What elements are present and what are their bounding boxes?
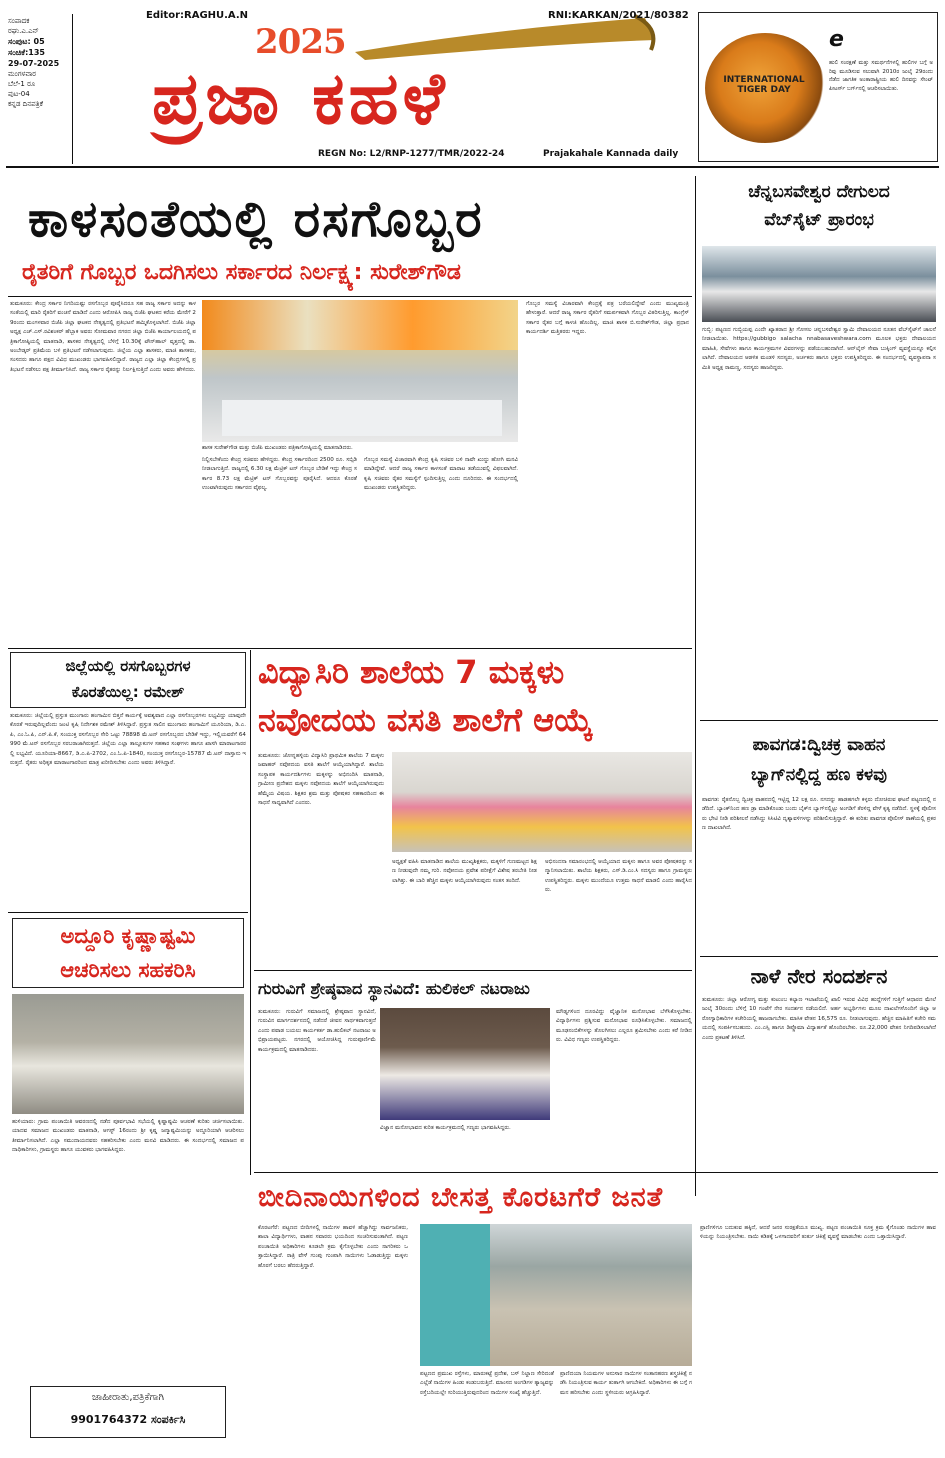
pavagada-headline-1: ಪಾವಗಡ:ದ್ವಿಚಕ್ರ ವಾಹನ bbox=[752, 735, 886, 755]
lead-column-2: ನಿಲ್ಲಿಸಬೇಕೆಂದು ಕೇಂದ್ರ ಸಚಿವರು ಹೇಳಿದ್ದರು. ಕೇಂದ್ರ ಸರ್ಕಾರದಿಂದ 2500 ರೂ. ಸಬ್ಸಿಡಿ ನೀಡಲಾಗುತ್ತಿದೆ. ರಾಜ್ಯದಲ್ಲಿ 6.30 ಲಕ್ಷ ಮೆಟ್ರಿಕ್ ಟನ್ ಗೊಬ್ಬರ ಬೇಡಿಕೆ ಇದ್ದು ಕೇಂದ್ರ ಸರ್ಕಾರ 8.73 ಲಕ್ಷ ಮೆಟ್ರಿಕ್ ಟನ್ ಗೊಬ್ಬರವನ್ನು ಪೂರೈಸಿದೆ. ಆದರೂ ಕೊರತೆ ಉಂಟಾಗಿರುವುದು ಸರ್ಕಾರದ ವೈಫಲ್ಯ. bbox=[202, 457, 357, 492]
beedi-column-1: ಕೊರಟಗೆರೆ: ಪಟ್ಟಣದ ಬೀದಿಗಳಲ್ಲಿ ನಾಯಿಗಳ ಹಾವಳಿ ಹೆಚ್ಚಾಗಿದ್ದು ಸಾರ್ವಜನಿಕರು, ಶಾಲಾ ವಿದ್ಯಾರ್ಥಿಗಳು, ವಾಹನ ಸವಾರರು ಭಯದಿಂದ ಸಂಚರಿಸುವಂತಾಗಿದೆ. ಪಟ್ಟಣ ಪಂಚಾಯಿತಿ ಅಧಿಕಾರಿಗಳು ಕೂಡಲೇ ಕ್ರಮ ಕೈಗೊಳ್ಳಬೇಕು ಎಂದು ನಾಗರಿಕರು ಒತ್ತಾಯಿಸಿದ್ದಾರೆ. ರಾತ್ರಿ ವೇಳೆ ಗುಂಪು ಗುಂಪಾಗಿ ನಾಯಿಗಳು ಓಡಾಡುತ್ತಿದ್ದು ಮಕ್ಕಳು ಹೊರಗೆ ಬರಲು ಹೆದರುತ್ತಿದ್ದಾರೆ. bbox=[258, 1225, 408, 1269]
beedi-column-2: ಪಟ್ಟಣದ ಪ್ರಮುಖ ರಸ್ತೆಗಳು, ಮಾರುಕಟ್ಟೆ ಪ್ರದೇಶ, ಬಸ್ ನಿಲ್ದಾಣ ಸೇರಿದಂತೆ ಎಲ್ಲೆಡೆ ನಾಯಿಗಳ ಹಿಂಡು ಕಂಡುಬರುತ್ತಿದೆ. ಮಾಂಸದ ಅಂಗಡಿಗಳ ತ್ಯಾಜ್ಯವನ್ನು ರಸ್ತೆಬದಿಯಲ್ಲೇ ಸುರಿಯುತ್ತಿರುವುದರಿಂದ ನಾಯಿಗಳ ಸಂಖ್ಯೆ ಹೆಚ್ಚುತ್ತಿದೆ. bbox=[420, 1371, 554, 1396]
info-price: ಬೆಲೆ-1 ರೂ bbox=[8, 80, 36, 88]
vidyasiri-column-1: ತುಮಕೂರು: ಜೋನ್ನಹಳ್ಳಿಯ ವಿದ್ಯಾಸಿರಿ ಪ್ರಾಥಮಿಕ ಶಾಲೆಯ 7 ಮಕ್ಕಳು ಜವಾಹರ್ ನವೋದಯ ವಸತಿ ಶಾಲೆಗೆ ಆಯ್ಕೆಯಾಗಿದ್ದಾರೆ. ಶಾಲೆಯ ಸಂಸ್ಥಾಪಕ ಕಾರ್ಯದರ್ಶಿಗಳು ಮಕ್ಕಳನ್ನು ಅಭಿನಂದಿಸಿ ಮಾತನಾಡಿ, ಗ್ರಾಮೀಣ ಪ್ರದೇಶದ ಮಕ್ಕಳು ನವೋದಯ ಶಾಲೆಗೆ ಆಯ್ಕೆಯಾಗಿರುವುದು ಹೆಮ್ಮೆಯ ವಿಷಯ. ಶಿಕ್ಷಕರ ಶ್ರಮ ಮತ್ತು ಪೋಷಕರ ಸಹಕಾರದಿಂದ ಈ ಸಾಧನೆ ಸಾಧ್ಯವಾಗಿದೆ ಎಂದರು. bbox=[258, 753, 384, 807]
masthead-left-info bbox=[8, 16, 66, 109]
rasagobbara-headline-1: ಜಿಲ್ಲೆಯಲ್ಲಿ ರಸಗೊಬ್ಬರಗಳ bbox=[65, 657, 191, 675]
paper-name-english: Prajakahale Kannada daily bbox=[543, 149, 679, 159]
left-column-divider bbox=[250, 650, 251, 1175]
krishna-headline-2: ಆಚರಿಸಲು ಸಹಕರಿಸಿ bbox=[60, 958, 196, 982]
editor-label: Editor:RAGHU.A.N bbox=[146, 10, 249, 21]
vidyasiri-rule bbox=[254, 970, 692, 971]
tiger-day-label: INTERNATIONAL TIGER DAY bbox=[723, 75, 805, 95]
vidyasiri-column-3: ಅಭಿನಂದನಾ ಸಮಾರಂಭದಲ್ಲಿ ಆಯ್ಕೆಯಾದ ಮಕ್ಕಳು ಹಾಗೂ ಅವರ ಪೋಷಕರನ್ನು ಸನ್ಮಾನಿಸಲಾಯಿತು. ಶಾಲೆಯ ಶಿಕ್ಷಕರು, ಎಸ್.ಡಿ.ಎಂ.ಸಿ ಸದಸ್ಯರು ಹಾಗೂ ಗ್ರಾಮಸ್ಥರು ಉಪಸ್ಥಿತರಿದ್ದರು. ಮಕ್ಕಳು ಮುಂದೆಯೂ ಉತ್ತಮ ಸಾಧನೆ ಮಾಡಲಿ ಎಂದು ಹಾರೈಸಿದರು. bbox=[545, 859, 692, 894]
ad-box bbox=[30, 1386, 226, 1438]
guru-column-2: ಮೌಢ್ಯಗಳಿಂದ ದೂರವಿದ್ದು ವೈಜ್ಞಾನಿಕ ಮನೋಭಾವ ಬೆಳೆಸಿಕೊಳ್ಳಬೇಕು. ವಿದ್ಯಾರ್ಥಿಗಳು ಪ್ರಶ್ನಿಸುವ ಮನೋಭಾವ ರೂಢಿಸಿಕೊಳ್ಳಬೇಕು. ಸಮಾಜದಲ್ಲಿ ಮೂಢನಂಬಿಕೆಗಳನ್ನು ತೊಲಗಿಸಲು ಎಲ್ಲರೂ ಶ್ರಮಿಸಬೇಕು ಎಂದು ಕರೆ ನೀಡಿದರು. ವಿವಿಧ ಗಣ್ಯರು ಉಪಸ್ಥಿತರಿದ್ದರು. bbox=[556, 1009, 692, 1044]
e-paper-icon: e bbox=[829, 27, 844, 52]
lead-column-4: ಗೊಬ್ಬರ ಸಮಸ್ಯೆ ವಿಚಾರವಾಗಿ ಕೇಂದ್ರಕ್ಕೆ ಪತ್ರ ಬರೆಯಲಿದ್ದೇವೆ ಎಂದು ಮುಖ್ಯಮಂತ್ರಿ ಹೇಳುತ್ತಾರೆ. ಆದರೆ ರಾಜ್ಯ ಸರ್ಕಾರ ರೈತರಿಗೆ ಸಮರ್ಪಕವಾಗಿ ಗೊಬ್ಬರ ವಿತರಿಸುತ್ತಿಲ್ಲ. ಕಾಂಗ್ರೆಸ್ ಸರ್ಕಾರ ರೈತರ ಬಗ್ಗೆ ಕಾಳಜಿ ಹೊಂದಿಲ್ಲ. ಮಾಜಿ ಶಾಸಕ ಬಿ.ಸುರೇಶ್‌ಗೌಡ, ಜಿಲ್ಲಾ ಪ್ರಧಾನ ಕಾರ್ಯದರ್ಶಿ ಮತ್ತಿತರರು ಇದ್ದರು. bbox=[526, 301, 689, 336]
rni-number: RNI:KARKAN/2021/80382 bbox=[548, 10, 689, 21]
rasagobbara-headline-2: ಕೊರತೆಯಿಲ್ಲ: ರಮೇಶ್ bbox=[71, 683, 185, 701]
krishna-headline-box bbox=[12, 918, 244, 988]
pavagada-headline-2: ಬ್ಯಾಗ್‌ನಲ್ಲಿದ್ದ ಹಣ ಕಳವು bbox=[751, 765, 887, 785]
krishna-body: ಹುಳಿಯಾರು: ಗ್ರಾಮ ಪಂಚಾಯಿತಿ ಆವರಣದಲ್ಲಿ ನಡೆದ ಪೂರ್ವಭಾವಿ ಸಭೆಯಲ್ಲಿ ಕೃಷ್ಣಾಷ್ಟಮಿ ಆಚರಣೆ ಕುರಿತು ಚರ್ಚಿಸಲಾಯಿತು. ಯಾದವ ಸಮಾಜದ ಮುಖಂಡರು ಮಾತನಾಡಿ, ಆಗಸ್ಟ್ 16ರಂದು ಶ್ರೀ ಕೃಷ್ಣ ಜನ್ಮಾಷ್ಟಮಿಯನ್ನು ಅದ್ದೂರಿಯಾಗಿ ಆಚರಿಸಲು ತೀರ್ಮಾನಿಸಲಾಗಿದೆ. ಎಲ್ಲಾ ಸಮುದಾಯದವರು ಸಹಕರಿಸಬೇಕು ಎಂದು ಮನವಿ ಮಾಡಿದರು. ಈ ಸಂದರ್ಭದಲ್ಲಿ ಸಮಾಜದ ಪದಾಧಿಕಾರಿಗಳು, ಗ್ರಾಮಸ್ಥರು ಹಾಗೂ ಯುವಕರು ಭಾಗವಹಿಸಿದ್ದರು. bbox=[12, 1119, 244, 1154]
lead-photo bbox=[202, 300, 518, 442]
beedi-column-4: ಪ್ರಾಣಿಗಳಿಗೂ ಬದುಕುವ ಹಕ್ಕಿದೆ, ಆದರೆ ಜನರ ಸುರಕ್ಷತೆಯೂ ಮುಖ್ಯ. ಪಟ್ಟಣ ಪಂಚಾಯಿತಿ ಸೂಕ್ತ ಕ್ರಮ ಕೈಗೊಂಡು ನಾಯಿಗಳ ಹಾವಳಿಯನ್ನು ನಿಯಂತ್ರಿಸಬೇಕು. ನಾಯಿ ಕಡಿತಕ್ಕೆ ಒಳಗಾದವರಿಗೆ ತುರ್ತು ಚಿಕಿತ್ಸೆ ವ್ಯವಸ್ಥೆ ಮಾಡಬೇಕು ಎಂದು ಒತ್ತಾಯಿಸಿದ್ದಾರೆ. bbox=[700, 1225, 936, 1241]
info-date: 29-07-2025 bbox=[8, 59, 60, 68]
temple-body: ಗುಬ್ಬಿ: ಪಟ್ಟಣದ ಗುಬ್ಬಿಯಪ್ಪ ಎಂದೇ ಖ್ಯಾತರಾದ ಶ್ರೀ ಗೋಸಲ ಚನ್ನಬಸವೇಶ್ವರ ಸ್ವಾಮಿ ದೇವಾಲಯದ ನೂತನ ವೆಬ್‌ಸೈಟ್‌ಗೆ ಚಾಲನೆ ನೀಡಲಾಯಿತು. https://gubbigo salacha nnabasaveshwara.com ಮೂಲಕ ಭಕ್ತರು ದೇವಾಲಯದ ಮಾಹಿತಿ, ಸೇವೆಗಳು ಹಾಗೂ ಕಾರ್ಯಕ್ರಮಗಳ ವಿವರಗಳನ್ನು ಪಡೆಯಬಹುದಾಗಿದೆ. ಆನ್‌ಲೈನ್ ಸೇವಾ ಬುಕ್ಕಿಂಗ್ ವ್ಯವಸ್ಥೆಯನ್ನೂ ಕಲ್ಪಿಸಲಾಗಿದೆ. ದೇವಾಲಯದ ಆಡಳಿತ ಮಂಡಳಿ ಸದಸ್ಯರು, ಅರ್ಚಕರು ಹಾಗೂ ಭಕ್ತರು ಉಪಸ್ಥಿತರಿದ್ದರು. ಈ ಸಂದರ್ಭದಲ್ಲಿ ವ್ಯವಸ್ಥಾಪನಾ ಸಮಿತಿ ಅಧ್ಯಕ್ಷ ರಾಮಣ್ಣ, ಸದಸ್ಯರು ಹಾಜರಿದ್ದರು. bbox=[702, 327, 936, 371]
rasagobbara-rule bbox=[8, 912, 248, 913]
masthead-bottom-rule bbox=[6, 166, 939, 168]
lead-photo-banner bbox=[202, 300, 518, 350]
rasagobbara-headline-box bbox=[10, 652, 246, 708]
temple-rule bbox=[700, 720, 938, 721]
paper-title: ಪ್ರಜಾ ಕಹಳೆ bbox=[152, 56, 449, 140]
tiger-day-note: ಹುಲಿ ಸಂರಕ್ಷಣೆ ಮತ್ತು ಸಮರ್ಥನೆಗಳಲ್ಲಿ ಹುಲಿಗಳ ಬಗ್ಗೆ ಅರಿವು ಮೂಡಿಸುವ ಸಲುವಾಗಿ 2010ರ ಜುಲೈ 29ರಂದು ನೆಡೆದ ಜಾಗತಿಕ ಅಂತಾರಾಷ್ಟ್ರೀಯ ಹುಲಿ ದಿನವನ್ನು ಸೇಂಟ್ ಪೀಟರ್ಸ್ ಬರ್ಗ್‌ನಲ್ಲಿ ಆಚರಿಸಲಾಯಿತು. bbox=[829, 60, 933, 92]
guru-headline: ಗುರುವಿಗೆ ಶ್ರೇಷ್ಠವಾದ ಸ್ಥಾನವಿದೆ: ಹುಲಿಕಲ್ ನಟರಾಜು bbox=[258, 979, 530, 998]
info-editor-name: ರಘು.ಎ.ಎನ್ bbox=[8, 27, 39, 35]
year-badge: 2025 bbox=[255, 22, 346, 62]
guru-photo bbox=[380, 1008, 550, 1120]
beedi-column-3: ಪ್ರಾಣಿದಯಾ ನಿಯಮಗಳ ಅನುಸಾರ ನಾಯಿಗಳ ಸಂತಾನಹರಣ ಶಸ್ತ್ರಚಿಕಿತ್ಸೆ ನಡೆಸಿ ನಿಯಂತ್ರಿಸುವ ಕಾರ್ಯ ತುರ್ತಾಗಿ ಆಗಬೇಕಿದೆ. ಅಧಿಕಾರಿಗಳು ಈ ಬಗ್ಗೆ ಗಮನ ಹರಿಸಬೇಕು ಎಂದು ಸ್ಥಳೀಯರು ಆಗ್ರಹಿಸಿದ್ದಾರೆ. bbox=[560, 1371, 692, 1396]
info-editor-label: ಸಂಪಾದಕ bbox=[8, 17, 30, 25]
info-volume: ಸಂಪುಟ: 05 bbox=[8, 37, 45, 46]
ad-line-2: 9901764372 ಸಂಪರ್ಕಿಸಿ bbox=[70, 1413, 186, 1426]
lead-subhead: ರೈತರಿಗೆ ಗೊಬ್ಬರ ಒದಗಿಸಲು ಸರ್ಕಾರದ ನಿರ್ಲಕ್ಷ್ಯ: ಸುರೇಶ್‌ಗೌಡ bbox=[22, 260, 461, 285]
vidyasiri-headline-2: ನವೋದಯ ವಸತಿ ಶಾಲೆಗೆ ಆಯ್ಕೆ bbox=[258, 701, 593, 739]
beedi-photo bbox=[420, 1224, 692, 1366]
beedi-headline: ಬೀದಿನಾಯಿಗಳಿಂದ ಬೇಸತ್ತ ಕೊರಟಗೆರೆ ಜನತೆ bbox=[258, 1182, 664, 1213]
vidyasiri-photo bbox=[392, 752, 692, 852]
temple-headline-1: ಚೆನ್ನಬಸವೇಶ್ವರ ದೇಗುಲದ bbox=[748, 182, 890, 202]
krishna-photo bbox=[12, 994, 244, 1114]
temple-photo bbox=[702, 246, 936, 322]
lead-column-1: ತುಮಕೂರು: ಕೇಂದ್ರ ಸರ್ಕಾರ ನಿಗದಿಯಷ್ಟು ರಸಗೊಬ್ಬರ ಪೂರೈಸಿದರೂ ಸಹ ರಾಜ್ಯ ಸರ್ಕಾರ ಅದನ್ನು ಕಾಳಸಂತೆಯಲ್ಲಿ ಮಾರಿ ರೈತರಿಗೆ ವಂಚನೆ ಮಾಡಿದೆ ಎಂದು ಆರೋಪಿಸಿ ರಾಜ್ಯ ಬಿಜೆಪಿ ಘಟಕದ ಕರೆಯ ಮೇರೆಗೆ 29ರಂದು ಮಂಗಳವಾರ ಬಿಜೆಪಿ ಜಿಲ್ಲಾ ಘಟಕದ ನೇತೃತ್ವದಲ್ಲಿ ಪ್ರತಿಭಟನೆ ಹಮ್ಮಿಕೊಳ್ಳಲಾಗಿದೆ. ಬಿಜೆಪಿ ಜಿಲ್ಲಾ ಅಧ್ಯಕ್ಷ ಎಚ್.ಎಸ್.ರವಿಶಂಕರ್ ಹೆಬ್ಬಾಕ ಅವರು ಸೋಮವಾರ ನಗರದ ಜಿಲ್ಲಾ ಬಿಜೆಪಿ ಕಾರ್ಯಾಲಯದಲ್ಲಿ ಪತ್ರಿಕಾಗೋಷ್ಠಿಯಲ್ಲಿ ಮಾತನಾಡಿ, ಶಾಸಕರ ನೇತೃತ್ವದಲ್ಲಿ ಬೆಳಿಗ್ಗೆ 10.30ಕ್ಕೆ ಟೌನ್‌ಹಾಲ್ ವೃತ್ತದಲ್ಲಿ ಡಾ.ಅಂಬೇಡ್ಕರ್ ಪ್ರತಿಮೆಯ ಬಳಿ ಪ್ರತಿಭಟನೆ ನಡೆಸಲಾಗುವುದು. ಜಿಲ್ಲೆಯ ಎಲ್ಲಾ ಶಾಸಕರು, ಮಾಜಿ ಶಾಸಕರು, ಸಂಸದರು ಹಾಗೂ ಪಕ್ಷದ ವಿವಿಧ ಮುಖಂಡರು ಭಾಗವಹಿಸಲಿದ್ದಾರೆ. ರಾಜ್ಯದ ಎಲ್ಲಾ ಜಿಲ್ಲಾ ಕೇಂದ್ರಗಳಲ್ಲಿ ಪ್ರತಿಭಟನೆ ನಡೆಸಲು ಪಕ್ಷ ತೀರ್ಮಾನಿಸಿದೆ. ರಾಜ್ಯ ಸರ್ಕಾರ ರೈತರನ್ನು ನಿರ್ಲಕ್ಷಿಸುತ್ತಿದೆ ಎಂದು ಅವರು ಹೇಳಿದರು. bbox=[10, 301, 196, 373]
vidyasiri-headline-1: ವಿದ್ಯಾಸಿರಿ ಶಾಲೆಯ 7 ಮಕ್ಕಳು bbox=[258, 653, 565, 691]
pavagada-rule bbox=[700, 956, 938, 957]
nale-headline: ನಾಳೆ ನೇರ ಸಂದರ್ಶನ bbox=[750, 964, 888, 988]
temple-headline-2: ವೆಬ್‌ಸೈಟ್ ಪ್ರಾರಂಭ bbox=[764, 210, 874, 230]
lead-column-3: ಗೊಬ್ಬರ ಸಮಸ್ಯೆ ವಿಚಾರವಾಗಿ ಕೇಂದ್ರ ಕೃಷಿ ಸಚಿವರ ಬಳಿ ನಾವೇ ಖುದ್ದು ಹೋಗಿ ಮನವಿ ಮಾಡಿದ್ದೇವೆ. ಆದರೆ ರಾಜ್ಯ ಸರ್ಕಾರ ಕಾಳಸಂತೆ ಮಾರಾಟ ತಡೆಯುವಲ್ಲಿ ವಿಫಲವಾಗಿದೆ. ಕೃಷಿ ಸಚಿವರು ರೈತರ ಸಮಸ್ಯೆಗೆ ಸ್ಪಂದಿಸುತ್ತಿಲ್ಲ ಎಂದು ದೂರಿದರು. ಈ ಸಂದರ್ಭದಲ್ಲಿ ಮುಖಂಡರು ಉಪಸ್ಥಿತರಿದ್ದರು. bbox=[364, 457, 518, 492]
regn-number: REGN No: L2/RNP-1277/TMR/2022-24 bbox=[318, 149, 505, 159]
guru-column-1: ತುಮಕೂರು: ಗುರುವಿಗೆ ಸಮಾಜದಲ್ಲಿ ಶ್ರೇಷ್ಠವಾದ ಸ್ಥಾನವಿದೆ, ಗುರುವಿನ ಮಾರ್ಗದರ್ಶನದಲ್ಲಿ ನಡೆದರೆ ಜೀವನ ಸಾರ್ಥಕವಾಗುತ್ತದೆ ಎಂದು ಪವಾಡ ಬಯಲು ಕಾರ್ಯಕರ್ತ ಡಾ.ಹುಲಿಕಲ್ ನಟರಾಜು ಅಭಿಪ್ರಾಯಪಟ್ಟರು. ನಗರದಲ್ಲಿ ಆಯೋಜಿಸಿದ್ದ ಗುರುಪೂರ್ಣಿಮೆ ಕಾರ್ಯಕ್ರಮದಲ್ಲಿ ಮಾತನಾಡಿದರು. bbox=[258, 1009, 376, 1053]
lead-subhead-rule bbox=[8, 296, 692, 297]
info-day: ಮಂಗಳವಾರ bbox=[8, 70, 37, 78]
nale-body: ತುಮಕೂರು: ಜಿಲ್ಲಾ ಆರೋಗ್ಯ ಮತ್ತು ಕುಟುಂಬ ಕಲ್ಯಾಣ ಇಲಾಖೆಯಲ್ಲಿ ಖಾಲಿ ಇರುವ ವಿವಿಧ ಹುದ್ದೆಗಳಿಗೆ ಗುತ್ತಿಗೆ ಆಧಾರದ ಮೇಲೆ ಜುಲೈ 30ರಂದು ಬೆಳಿಗ್ಗೆ 10 ಗಂಟೆಗೆ ನೇರ ಸಂದರ್ಶನ ನಡೆಯಲಿದೆ. ಅರ್ಹ ಅಭ್ಯರ್ಥಿಗಳು ಮೂಲ ದಾಖಲೆಗಳೊಂದಿಗೆ ಜಿಲ್ಲಾ ಆರೋಗ್ಯಾಧಿಕಾರಿಗಳ ಕಚೇರಿಯಲ್ಲಿ ಹಾಜರಾಗಬೇಕು. ಮಾಸಿಕ ವೇತನ 16,575 ರೂ. ನೀಡಲಾಗುವುದು. ಹೆಚ್ಚಿನ ಮಾಹಿತಿಗೆ ಕಚೇರಿ ಸಮಯದಲ್ಲಿ ಸಂಪರ್ಕಿಸಬಹುದು. ಎಂ.ಎಸ್ಸಿ ಹಾಗೂ ಡಿಪ್ಲೊಮಾ ವಿದ್ಯಾರ್ಹತೆ ಹೊಂದಿರಬೇಕು. ರೂ.22,000 ವೇತನ ನಿಗದಿಪಡಿಸಲಾಗಿದೆ ಎಂದು ಪ್ರಕಟಣೆ ತಿಳಿಸಿದೆ. bbox=[702, 997, 936, 1041]
info-pages: ಪುಟ-04 bbox=[8, 90, 30, 98]
tiger-day-box bbox=[698, 12, 938, 162]
pavagada-body: ಪಾವಗಡ: ರೈತನೊಬ್ಬ ದ್ವಿಚಕ್ರ ವಾಹನದಲ್ಲಿ ಇಟ್ಟಿದ್ದ 12 ಲಕ್ಷ ರೂ. ನಗದನ್ನು ಹಾಡಹಗಲೇ ಕಳ್ಳರು ದೋಚಿರುವ ಘಟನೆ ಪಟ್ಟಣದಲ್ಲಿ ನಡೆದಿದೆ. ಬ್ಯಾಂಕ್‌ನಿಂದ ಹಣ ಡ್ರಾ ಮಾಡಿಕೊಂಡು ಬಂದು ಬೈಕ್‌ನ ಬ್ಯಾಗ್‌ನಲ್ಲಿಟ್ಟು ಅಂಗಡಿಗೆ ತೆರಳಿದ್ದ ವೇಳೆ ಕೃತ್ಯ ನಡೆದಿದೆ. ಸ್ಥಳಕ್ಕೆ ಪೊಲೀಸರು ಭೇಟಿ ನೀಡಿ ಪರಿಶೀಲನೆ ನಡೆಸಿದ್ದು ಸಿಸಿಟಿವಿ ದೃಶ್ಯಾವಳಿಗಳನ್ನು ಪರಿಶೀಲಿಸುತ್ತಿದ್ದಾರೆ. ಈ ಕುರಿತು ಪಾವಗಡ ಪೊಲೀಸ್ ಠಾಣೆಯಲ್ಲಿ ಪ್ರಕರಣ ದಾಖಲಾಗಿದೆ. bbox=[702, 797, 936, 832]
krishna-headline-1: ಅದ್ದೂರಿ ಕೃಷ್ಣಾಷ್ಟಮಿ bbox=[60, 924, 196, 948]
lead-photo-caption: ಶಾಸಕ ಸುರೇಶ್‌ಗೌಡ ಮತ್ತು ಬಿಜೆಪಿ ಮುಖಂಡರು ಪತ್ರಿಕಾಗೋಷ್ಠಿಯಲ್ಲಿ ಮಾತನಾಡಿದರು. bbox=[202, 445, 353, 451]
info-issue: ಸಂಚಿಕೆ:135 bbox=[8, 48, 45, 57]
rasagobbara-body: ತುಮಕೂರು: ಜಿಲ್ಲೆಯಲ್ಲಿ ಪ್ರಸ್ತುತ ಮುಂಗಾರು ಹಂಗಾಮಿನ ಬಿತ್ತನೆ ಕಾರ್ಯಕ್ಕೆ ಅವಶ್ಯವಾದ ಎಲ್ಲಾ ರಸಗೊಬ್ಬರಗಳು ಲಭ್ಯವಿದ್ದು ಯಾವುದೇ ಕೊರತೆ ಇರುವುದಿಲ್ಲವೆಂದು ಜಂಟಿ ಕೃಷಿ ನಿರ್ದೇಶಕ ರಮೇಶ್ ತಿಳಿಸಿದ್ದಾರೆ. ಪ್ರಸ್ತುತ ಸಾಲಿನ ಮುಂಗಾರು ಹಂಗಾಮಿಗೆ ಯೂರಿಯಾ, ಡಿ.ಎ.ಪಿ, ಎಂ.ಓ.ಪಿ, ಎನ್.ಪಿ.ಕೆ, ಸಂಯುಕ್ತ ರಸಗೊಬ್ಬರ ಸೇರಿ ಒಟ್ಟು 78898 ಮೆ.ಟನ್ ರಸಗೊಬ್ಬರದ ಬೇಡಿಕೆ ಇದ್ದು, ಇಲ್ಲಿಯವರೆಗೆ 64990 ಮೆ.ಟನ್ ರಸಗೊಬ್ಬರ ಸರಬರಾಜಾಗಿರುತ್ತದೆ. ಜಿಲ್ಲೆಯ ಎಲ್ಲಾ ತಾಲ್ಲೂಕುಗಳ ಸಹಕಾರ ಸಂಘಗಳು ಹಾಗೂ ಖಾಸಗಿ ಮಾರಾಟಗಾರರಲ್ಲಿ ಲಭ್ಯವಿದೆ. ಯೂರಿಯಾ-8667, ಡಿ.ಎ.ಪಿ-2702, ಎಂ.ಓ.ಪಿ-1840, ಸಂಯುಕ್ತ ರಸಗೊಬ್ಬರ-15787 ಮೆ.ಟನ್ ದಾಸ್ತಾನು ಇರುತ್ತದೆ. ರೈತರು ಅಧಿಕೃತ ಮಾರಾಟಗಾರರಿಂದ ಮಾತ್ರ ಖರೀದಿಸಬೇಕು ಎಂದು ಅವರು ತಿಳಿಸಿದ್ದಾರೆ. bbox=[10, 713, 246, 767]
lead-photo-table bbox=[222, 400, 502, 436]
lead-headline: ಕಾಳಸಂತೆಯಲ್ಲಿ ರಸಗೊಬ್ಬರ bbox=[28, 190, 484, 248]
info-daily: ಕನ್ನಡ ದಿನಪತ್ರಿಕೆ bbox=[8, 100, 44, 108]
vidyasiri-column-2: ಅಧ್ಯಕ್ಷತೆ ವಹಿಸಿ ಮಾತನಾಡಿದ ಶಾಲೆಯ ಮುಖ್ಯಶಿಕ್ಷಕರು, ಮಕ್ಕಳಿಗೆ ಗುಣಮಟ್ಟದ ಶಿಕ್ಷಣ ನೀಡುವುದೇ ನಮ್ಮ ಗುರಿ. ನವೋದಯ ಪ್ರವೇಶ ಪರೀಕ್ಷೆಗೆ ವಿಶೇಷ ತರಬೇತಿ ನೀಡಲಾಗಿತ್ತು. ಈ ಬಾರಿ ಹೆಚ್ಚಿನ ಮಕ್ಕಳು ಆಯ್ಕೆಯಾಗಿರುವುದು ಸಂತಸ ತಂದಿದೆ. bbox=[392, 859, 537, 884]
ad-line-1: ಜಾಹೀರಾತು,ಪತ್ರಿಕೆಗಾಗಿ bbox=[92, 1392, 164, 1403]
masthead-left-divider bbox=[72, 14, 73, 164]
guru-caption: ವಿಜ್ಞಾನ ಮನೋಭಾವದ ಕುರಿತ ಕಾರ್ಯಕ್ರಮದಲ್ಲಿ ಗಣ್ಯರು ಭಾಗವಹಿಸಿದ್ದರು. bbox=[380, 1125, 511, 1131]
guru-rule bbox=[254, 1172, 938, 1173]
beedi-photo-building bbox=[420, 1224, 490, 1366]
right-column-divider bbox=[695, 176, 696, 1196]
